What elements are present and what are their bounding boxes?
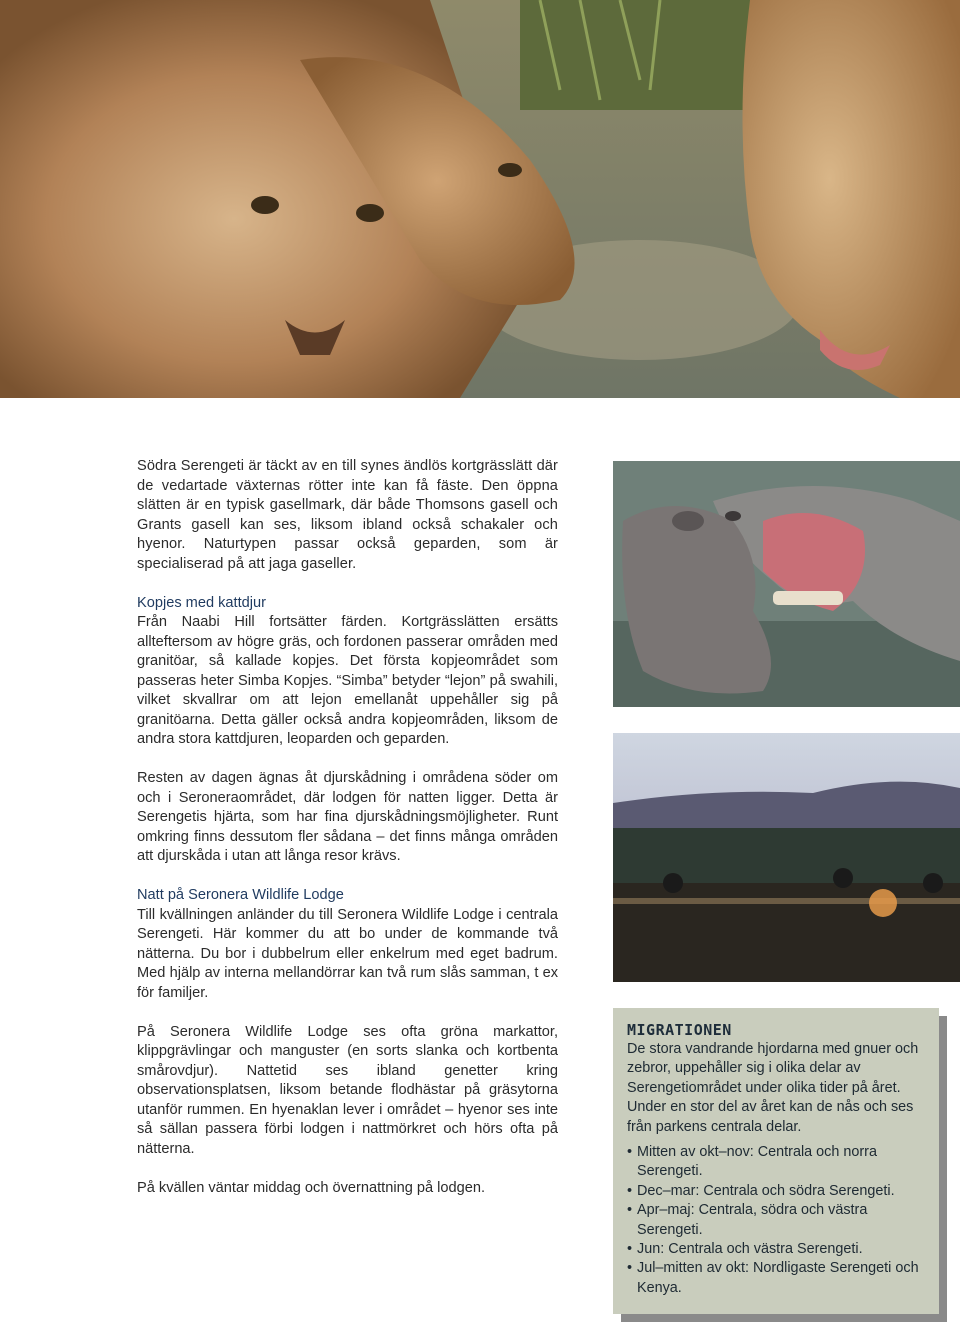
bullet-icon: •	[627, 1202, 633, 1219]
migration-title: MIGRATIONEN	[627, 1021, 732, 1039]
migration-list	[627, 1143, 926, 1298]
wildlife-paragraph: På Seronera Wildlife Lodge ses ofta gröna markattor, klippgrävlingar och manguster (en sorts slanka och kortbenta smårovdjur). Nattetid ses ibland genetter kring observationsplatsen, liksom betande flodhästar på gräsytorna utanför rummen. En hyenaklan lever i området – hyenor ses inte så sällan passera förbi lodgen i nattmörkret och hörs ofta på nätterna.	[137, 1023, 558, 1157]
kopjes-heading: Kopjes med kattdjur	[137, 594, 266, 611]
evening-paragraph: På kvällen väntar middag och övernattning på lodgen.	[137, 1179, 486, 1196]
main-text-column	[137, 457, 558, 1198]
list-item: • Mitten av okt–nov: Centrala och norra Serengeti.	[627, 1144, 877, 1180]
list-item: • Dec–mar: Centrala och södra Serengeti.	[627, 1182, 926, 1201]
bullet-icon: •	[627, 1260, 633, 1277]
list-item: • Jun: Centrala och västra Serengeti.	[627, 1240, 926, 1259]
bullet-icon: •	[627, 1182, 633, 1199]
rest-of-day-paragraph: Resten av dagen ägnas åt djurskådning i områdena söder om och i Seroneraområdet, där lodgen för natten ligger. Detta är Serengetis hjärta, som har fina djurskådningsmöjligheter. Runt omkring finns dessutom fler sådana – det finns många områden att djurskåda i utan att långa resor krävs.	[137, 770, 558, 864]
hero-lions-photo	[0, 0, 960, 398]
kopjes-paragraph: Från Naabi Hill fortsätter färden. Kortgrässlätten ersätts allteftersom av högre gräs, och fordonen passerar områden med granitöar, så kallade kopjes. Det första kopjeområdet som passeras heter Simba Kopjes. “Simba” betyder “lejon” på swahili, vilket skvallrar om att lejon emellanåt uppehåller sig på granitöarna. Detta gäller också andra kopjeområden, liksom de andra stora kattdjuren, leoparden och geparden.	[137, 614, 558, 747]
hippo-photo	[613, 461, 960, 707]
intro-paragraph: Södra Serengeti är täckt av en till synes ändlös kortgrässlätt där de vedartade växternas rötter inte kan få fäste. Den öppna slätten är en typisk gasellmark, där både Thomsons gasell och Grants gasell kan ses, liksom ibland också schakaler och hyenor. Naturtypen passar också geparden, som är specialiserad på att jaga gaseller.	[137, 458, 558, 572]
migration-box	[613, 1008, 939, 1314]
lodge-heading: Natt på Seronera Wildlife Lodge	[137, 887, 344, 903]
bullet-icon: •	[627, 1144, 633, 1161]
list-item: • Jul–mitten av okt: Nordligaste Serengeti och Kenya.	[627, 1260, 919, 1296]
lodge-terrace-photo	[613, 733, 960, 982]
list-item: • Apr–maj: Centrala, södra och västra Serengeti.	[627, 1202, 868, 1238]
lodge-paragraph: Till kvällningen anländer du till Seronera Wildlife Lodge i centrala Serengeti. Här kommer du att bo under de kommande två nätterna. Du bor i dubbelrum eller enkelrum med eget badrum. Med hjälp av interna mellandörrar kan två rum slås samman, t ex för familjer.	[137, 906, 558, 1001]
migration-intro: De stora vandrande hjordarna med gnuer och zebror, uppehåller sig i olika delar av Serengetiområdet under olika tider på året. Under en stor del av året kan de nås och ses från parkens centrala delar.	[627, 1041, 919, 1135]
bullet-icon: •	[627, 1241, 633, 1258]
